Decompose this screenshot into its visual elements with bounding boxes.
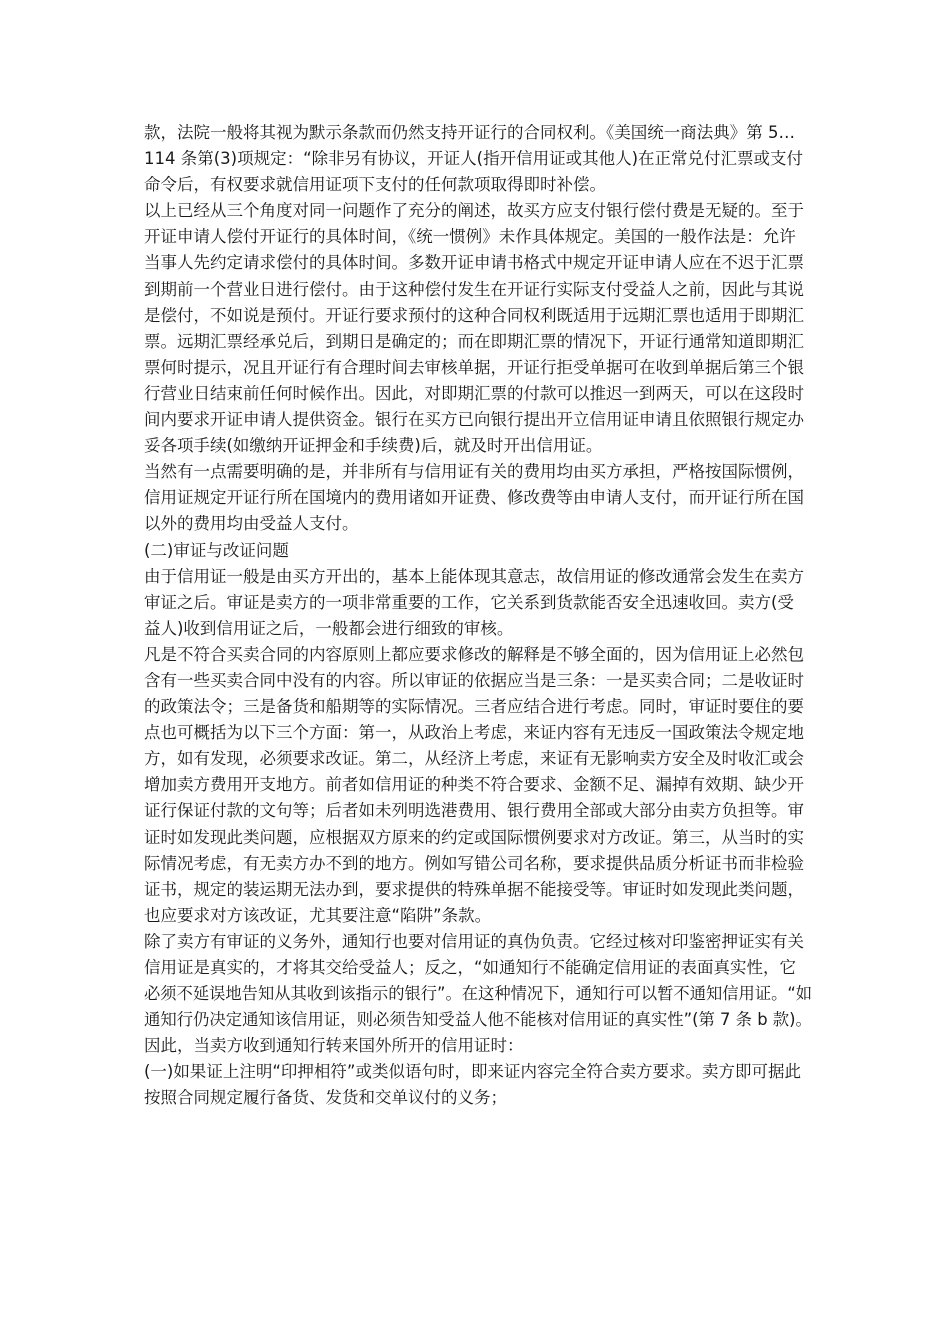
text-line: 由于信用证一般是由买方开出的，基本上能体现其意志，故信用证的修改通常会发生在卖方 — [144, 566, 804, 586]
text-line: 是偿付，不如说是预付。开证行要求预付的这种合同权利既适用于远期汇票也适用于即期汇 — [144, 305, 804, 325]
text-line: 含有一些买卖合同中没有的内容。所以审证的依据应当是三条：一是买卖合同；二是收证时 — [144, 670, 804, 690]
text-line: 当然有一点需要明确的是，并非所有与信用证有关的费用均由买方承担，严格按国际惯例， — [144, 462, 804, 482]
text-line: 通知行仍决定通知该信用证，则必须告知受益人他不能核对信用证的真实性”(第 7 条 b 款)。 — [144, 1010, 812, 1030]
text-line: 凡是不符合买卖合同的内容原则上都应要求修改的解释是不够全面的，因为信用证上必然包 — [144, 644, 804, 664]
text-line: 行营业日结束前任何时候作出。因此，对即期汇票的付款可以推迟一到两天，可以在这段时 — [144, 383, 804, 403]
text-line: 妥各项手续(如缴纳开证押金和手续费)后，就及时开出信用证。 — [144, 436, 603, 456]
text-line: 票。远期汇票经承兑后，到期日是确定的；而在即期汇票的情况下，开证行通常知道即期汇 — [144, 331, 804, 351]
text-line: 按照合同规定履行备货、发货和交单议付的义务； — [144, 1088, 507, 1108]
text-line: 款，法院一般将其视为默示条款而仍然支持开证行的合同权利。《美国统一商法典》第 5… — [144, 123, 795, 142]
text-line: 必须不延误地告知从其收到该指示的银行”。在这种情况下，通知行可以暂不通知信用证。“如 — [144, 984, 813, 1004]
text-line: 信用证是真实的，才将其交给受益人；反之，“如通知行不能确定信用证的表面真实性，它 — [144, 958, 797, 977]
text-line: 际情况考虑，有无卖方办不到的地方。例如写错公司名称，要求提供品质分析证书而非检验 — [144, 853, 804, 873]
text-line: 到期前一个营业日进行偿付。由于这种偿付发生在开证行实际支付受益人之前，因此与其说 — [144, 279, 804, 299]
text-line: 证时如发现此类问题，应根据双方原来的约定或国际惯例要求对方改证。第三，从当时的实 — [144, 827, 804, 847]
document-body — [144, 120, 812, 1112]
text-line: 票何时提示，况且开证行有合理时间去审核单据，开证行拒受单据可在收到单据后第三个银 — [144, 357, 804, 377]
text-line: 以外的费用均由受益人支付。 — [144, 514, 359, 534]
text-line: 证行保证付款的文句等；后者如未列明选港费用、银行费用全部或大部分由卖方负担等。审 — [144, 801, 804, 821]
text-line: 信用证规定开证行所在国境内的费用诸如开证费、修改费等由申请人支付，而开证行所在国 — [144, 488, 804, 508]
text-line: 除了卖方有审证的义务外，通知行也要对信用证的真伪负责。它经过核对印鉴密押证实有关 — [144, 931, 804, 951]
text-line: 方，如有发现，必须要求改证。第二，从经济上考虑，来证有无影响卖方安全及时收汇或会 — [144, 749, 804, 769]
text-line: 以上已经从三个角度对同一问题作了充分的阐述，故买方应支付银行偿付费是无疑的。至于 — [144, 201, 804, 221]
text-line: 的政策法令；三是备货和船期等的实际情况。三者应结合进行考虑。同时，审证时要住的要 — [144, 697, 804, 717]
text-line: 也应要求对方该改证，尤其要注意“陷阱”条款。 — [144, 905, 492, 925]
text-line: 点也可概括为以下三个方面：第一，从政治上考虑，来证内容有无违反一国政策法令规定地 — [144, 723, 804, 743]
text-line: 因此，当卖方收到通知行转来国外所开的信用证时： — [144, 1036, 524, 1056]
text-line: 间内要求开证申请人提供资金。银行在买方已向银行提出开立信用证申请且依照银行规定办 — [144, 410, 804, 430]
text-line: 当事人先约定请求偿付的具体时间。多数开证申请书格式中规定开证申请人应在不迟于汇票 — [144, 253, 804, 273]
text-line: 审证之后。审证是卖方的一项非常重要的工作，它关系到货款能否安全迅速收回。卖方(受 — [144, 592, 794, 612]
text-line: 益人)收到信用证之后，一般都会进行细致的审核。 — [144, 618, 514, 638]
text-line: 114 条第(3)项规定：“除非另有协议，开证人(指开信用证或其他人)在正常兑付汇票或支付 — [144, 149, 804, 169]
text-line: 命令后，有权要求就信用证项下支付的任何款项取得即时补偿。 — [144, 175, 606, 195]
text-line: 开证申请人偿付开证行的具体时间，《统一惯例》未作具体规定。美国的一般作法是：允许 — [144, 227, 796, 247]
text-line: 增加卖方费用开支地方。前者如信用证的种类不符合要求、金额不足、漏掉有效期、缺少开 — [144, 775, 804, 795]
section-heading: (二)审证与改证问题 — [144, 540, 289, 560]
text-line: 证书，规定的装运期无法办到，要求提供的特殊单据不能接受等。审证时如发现此类问题， — [144, 879, 804, 899]
text-line: (一)如果证上注明“印押相符”或类似语句时，即来证内容完全符合卖方要求。卖方即可据此 — [144, 1062, 801, 1082]
